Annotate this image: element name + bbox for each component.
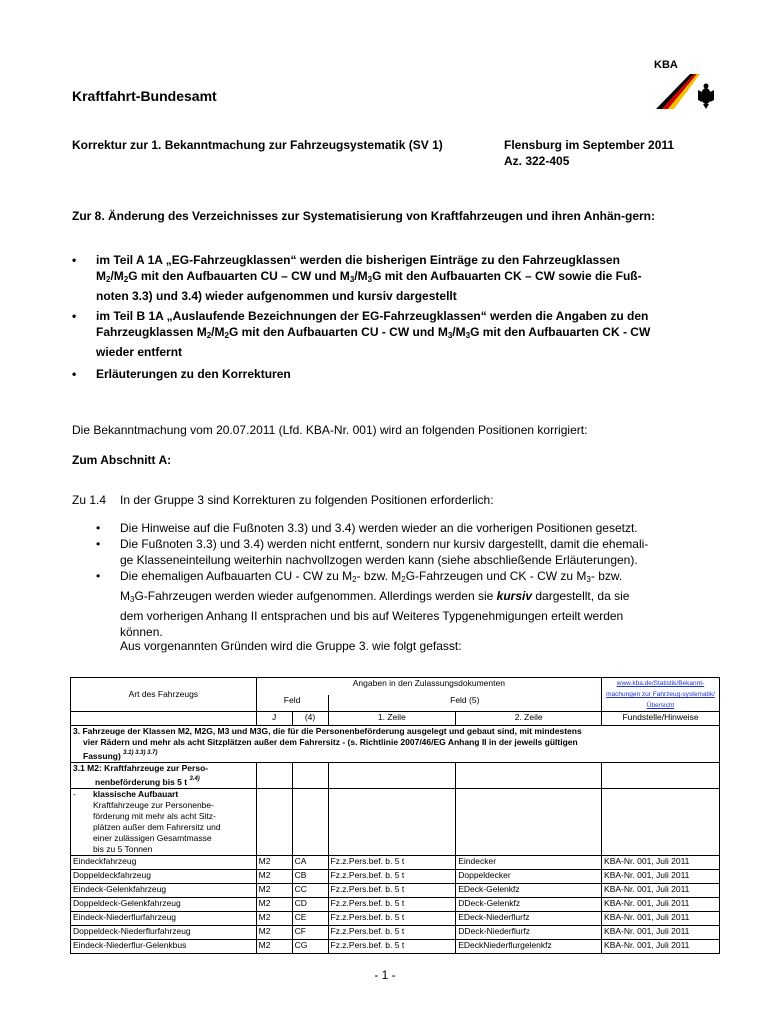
kba-link[interactable]: www.kba.de/Statistik/Bekannt-machungen zur Fahrzeug-systematik/Übersicht <box>602 678 720 712</box>
table-row <box>71 898 720 912</box>
table-row <box>71 856 720 870</box>
organization-name: Kraftfahrt-Bundesamt <box>72 88 217 104</box>
col-art: Art des Fahrzeugs <box>71 678 257 712</box>
table-row <box>71 926 720 940</box>
vehicle-class-table <box>70 677 720 954</box>
document-subject: Korrektur zur 1. Bekanntmachung zur Fahrzeugsystematik (SV 1) <box>72 138 443 152</box>
closing-text: Aus vorgenannten Gründen wird die Gruppe 3. wie folgt gefasst: <box>120 639 462 653</box>
table-row <box>71 870 720 884</box>
cell-j: M2 <box>256 884 292 898</box>
cell-j: M2 <box>256 940 292 954</box>
col-feld: Feld <box>256 695 328 712</box>
cell-ref: KBA-Nr. 001, Juli 2011 <box>602 940 720 954</box>
bullet-teil-a: • im Teil A 1A „EG-Fahrzeugklassen“ werden die bisherigen Einträge zu den Fahrzeugklassen $M_2/M_2G$ mit den Aufbauarten CU – CW und $M_3/M_3G$ mit den Aufbauarten CK – CW sowie die Fuß- noten 3.3) und 3.4) wieder aufgenommen und kursiv dargestellt <box>72 253 642 303</box>
intro-text: Die Bekanntmachung vom 20.07.2011 (Lfd. KBA-Nr. 001) wird an folgenden Positionen korrigiert: <box>72 423 588 437</box>
classic-body-type: - klassische Aufbauart Kraftfahrzeuge zur Personenbe- förderung mit mehr als acht Sitz- plätzen außer dem Fahrersitz und einer zulässigen Gesamtmasse bis zu 5 Tonnen <box>71 789 257 856</box>
bullet-teil-b: • im Teil B 1A „Auslaufende Bezeichnungen der EG-Fahrzeugklassen“ werden die Angaben zu den Fahrzeugklassen $M_2/M_2G$ mit den Aufbauarten CU - CW und $M_3/M_3G$ mit den Aufbauarten CK - CW wieder entfernt <box>72 309 651 359</box>
table-row <box>71 912 720 926</box>
section-8-title: Zur 8. Änderung des Verzeichnisses zur Systematisierung von Kraftfahrzeugen und ihren Anhän-gern: <box>72 209 655 223</box>
section-a-heading: Zum Abschnitt A: <box>72 453 172 467</box>
cell-j: M2 <box>256 898 292 912</box>
cell-z2: EDeck-Niederflurfz <box>456 912 602 926</box>
cell-ref: KBA-Nr. 001, Juli 2011 <box>602 884 720 898</box>
cell-z1: Fz.z.Pers.bef. b. 5 t <box>328 884 456 898</box>
cell-code: CD <box>292 898 328 912</box>
col-j: J <box>256 712 292 726</box>
table-row <box>71 884 720 898</box>
cell-art: Eindeckfahrzeug <box>71 856 257 870</box>
page-number: - 1 - <box>374 968 396 982</box>
cell-j: M2 <box>256 926 292 940</box>
cell-art: Eindeck-Niederflurfahrzeug <box>71 912 257 926</box>
cell-z1: Fz.z.Pers.bef. b. 5 t <box>328 870 456 884</box>
kba-label: KBA <box>654 59 678 71</box>
cell-code: CA <box>292 856 328 870</box>
cell-art: Doppeldeck-Gelenkfahrzeug <box>71 898 257 912</box>
cell-z2: EDeck-Gelenkfz <box>456 884 602 898</box>
table-row <box>71 940 720 954</box>
cell-ref: KBA-Nr. 001, Juli 2011 <box>602 898 720 912</box>
cell-z1: Fz.z.Pers.bef. b. 5 t <box>328 912 456 926</box>
cell-j: M2 <box>256 870 292 884</box>
cell-code: CB <box>292 870 328 884</box>
kba-eagle-logo <box>654 72 716 110</box>
cell-code: CE <box>292 912 328 926</box>
group-3-heading: 3. Fahrzeuge der Klassen M2, M2G, M3 und M3G, die für die Personenbeförderung ausgelegt und gebaut sind, mit mindestens vier Rädern und mehr als acht Sitzplätzen außer dem Fahrersitz - (s. Richtlinie 2007/46/EG Anhang II in der jeweils gültigen Fassung) $^{3.1) 3.3) 3.7)}$ <box>71 726 720 763</box>
col-zeile2: 2. Zeile <box>456 712 602 726</box>
head-angaben: Angaben in den Zulassungsdokumenten <box>256 678 601 695</box>
cell-z1: Fz.z.Pers.bef. b. 5 t <box>328 856 456 870</box>
cell-art: Doppeldeckfahrzeug <box>71 870 257 884</box>
cell-z2: Eindecker <box>456 856 602 870</box>
reference-number: Az. 322-405 <box>504 154 570 168</box>
cell-z2: EDeckNiederflurgelenkfz <box>456 940 602 954</box>
cell-z1: Fz.z.Pers.bef. b. 5 t <box>328 898 456 912</box>
cell-z1: Fz.z.Pers.bef. b. 5 t <box>328 940 456 954</box>
cell-code: CF <box>292 926 328 940</box>
cell-j: M2 <box>256 912 292 926</box>
place-date: Flensburg im September 2011 <box>504 138 675 152</box>
subgroup-3-1: 3.1 M2: Kraftfahrzeuge zur Perso- nenbeförderung bis 5 t $^{3.4)}$ <box>71 763 257 789</box>
cell-j: M2 <box>256 856 292 870</box>
cell-ref: KBA-Nr. 001, Juli 2011 <box>602 912 720 926</box>
cell-art: Doppeldeck-Niederflurfahrzeug <box>71 926 257 940</box>
col-4: (4) <box>292 712 328 726</box>
cell-z1: Fz.z.Pers.bef. b. 5 t <box>328 926 456 940</box>
cell-z2: DDeck-Niederflurfz <box>456 926 602 940</box>
item-text: In der Gruppe 3 sind Korrekturen zu folgenden Positionen erforderlich: <box>120 493 494 507</box>
cell-ref: KBA-Nr. 001, Juli 2011 <box>602 926 720 940</box>
col-fundstelle: Fundstelle/Hinweise <box>602 712 720 726</box>
cell-code: CC <box>292 884 328 898</box>
cell-z2: Doppeldecker <box>456 870 602 884</box>
col-feld5: Feld (5) <box>328 695 602 712</box>
item-number: Zu 1.4 <box>72 493 107 507</box>
col-zeile1: 1. Zeile <box>328 712 456 726</box>
bullet-erlaeuterungen: • Erläuterungen zu den Korrekturen <box>72 367 291 381</box>
cell-code: CG <box>292 940 328 954</box>
cell-ref: KBA-Nr. 001, Juli 2011 <box>602 856 720 870</box>
cell-ref: KBA-Nr. 001, Juli 2011 <box>602 870 720 884</box>
cell-z2: DDeck-Gelenkfz <box>456 898 602 912</box>
cell-art: Eindeck-Gelenkfahrzeug <box>71 884 257 898</box>
cell-art: Eindeck-Niederflur-Gelenkbus <box>71 940 257 954</box>
item-bullets: • Die Hinweise auf die Fußnoten 3.3) und 3.4) werden wieder an die vorherigen Positionen gesetzt. • Die Fußnoten 3.3) und 3.4) werden nicht entfernt, sondern nur kursiv dargestellt, damit die ehemali- ge Klasseneinteilung weiterhin nachvollzogen werden kann (siehe abschließende Erläuterungen). • Die ehemaligen Aufbauarten CU - CW zu $M_2-$ bzw. $M_2G$-Fahrzeugen und CK - CW zu $M_3-$ bzw. $M_3G$-Fahrzeugen werden wieder aufgenommen. Allerdings werden sie kursiv dargestellt, da sie dem vorherigen Anhang II entsprachen und bis auf Weiteres Typgenehmigungen erteilt werden können. <box>96 521 649 639</box>
